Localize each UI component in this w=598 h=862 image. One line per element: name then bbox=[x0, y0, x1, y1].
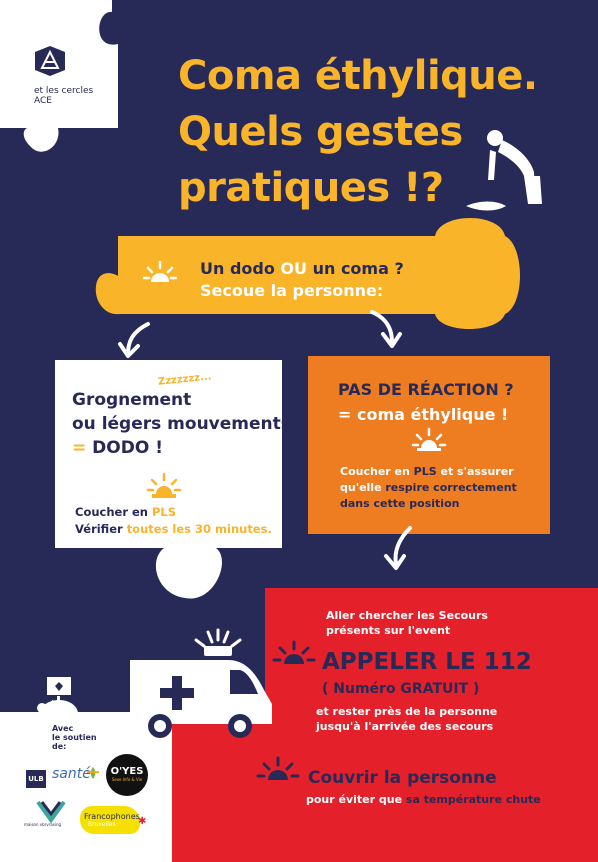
action-text: qu'elle bbox=[340, 481, 386, 494]
coma-action2 bbox=[340, 480, 517, 496]
secours-line2: présents sur l'event bbox=[326, 624, 451, 637]
stay-line2: jusqu'à l'arrivée des secours bbox=[316, 720, 494, 733]
secours-line1: Aller chercher les Secours bbox=[326, 609, 488, 622]
action-highlight: toutes les 30 minutes. bbox=[126, 522, 272, 536]
coma-action1 bbox=[340, 464, 517, 480]
coma-action3: dans cette position bbox=[340, 497, 460, 510]
sante-logo: santé bbox=[52, 766, 91, 782]
zzz-text: Zzzzzzz... bbox=[157, 371, 213, 388]
question-line bbox=[200, 258, 404, 280]
title-line1: Coma éthylique. bbox=[178, 53, 538, 99]
question-or: OU bbox=[280, 259, 308, 278]
arrow-icon bbox=[120, 324, 148, 356]
cover-sub-text: pour éviter que bbox=[306, 793, 406, 806]
dodo-line1: Grognement bbox=[72, 390, 192, 410]
francophones-sub: Bruxelles bbox=[88, 821, 116, 828]
question-part: Un dodo bbox=[200, 259, 281, 278]
org-label-line2: ACE bbox=[34, 96, 52, 106]
dodo-text bbox=[72, 388, 291, 460]
francophones-logo bbox=[80, 806, 140, 834]
coma-line1: PAS DE RÉACTION ? bbox=[338, 380, 514, 399]
free-number: ( Numéro GRATUIT ) bbox=[322, 681, 480, 697]
title-line3: pratiques !? bbox=[178, 165, 444, 211]
action-text: Coucher en bbox=[75, 505, 152, 519]
dodo-action2 bbox=[75, 521, 272, 538]
secours-text bbox=[326, 608, 488, 638]
coma-actions bbox=[340, 464, 517, 512]
oyes-logo bbox=[106, 754, 148, 796]
action-highlight: PLS bbox=[413, 465, 437, 478]
action-text: et s'assurer bbox=[436, 465, 514, 478]
sponsor-label-line2: le soutien bbox=[52, 733, 97, 742]
page-title bbox=[178, 48, 578, 216]
stay-line1: et rester près de la personne bbox=[316, 705, 498, 718]
dodo-line3 bbox=[72, 436, 291, 460]
arrow-icon bbox=[372, 312, 400, 346]
dodo-actions bbox=[75, 504, 272, 538]
oyes-sub: Sexe Info & Vie bbox=[111, 777, 143, 782]
dodo-equal: = bbox=[72, 438, 93, 458]
shake-line: Secoue la personne: bbox=[200, 281, 384, 300]
org-label-line1: et les cercles bbox=[34, 86, 94, 96]
call-112: APPELER LE 112 bbox=[322, 649, 532, 675]
action-text: Vérifier bbox=[75, 522, 127, 536]
ambulance-icon bbox=[130, 630, 272, 738]
ulb-logo: ULB bbox=[26, 770, 46, 788]
action-highlight: respire correctement bbox=[385, 481, 517, 494]
question-part: un coma ? bbox=[307, 259, 404, 278]
cover-title: Couvrir la personne bbox=[308, 768, 497, 788]
mv-label: maison vbrvrasing bbox=[24, 822, 62, 827]
cover-sub-highlight: sa température chute bbox=[405, 793, 541, 806]
cover-sub bbox=[306, 792, 541, 808]
title-line2: Quels gestes bbox=[178, 109, 463, 155]
sante-mark bbox=[86, 766, 100, 780]
org-label bbox=[34, 86, 93, 106]
sponsor-label bbox=[52, 724, 97, 751]
sponsor-label-line3: de: bbox=[52, 742, 67, 751]
coma-line2: = coma éthylique ! bbox=[338, 405, 509, 424]
dodo-line2: ou légers mouvements bbox=[72, 414, 291, 434]
coma-text bbox=[338, 377, 514, 427]
ace-logo bbox=[33, 44, 67, 78]
francophones-name: Francophones bbox=[84, 812, 140, 821]
action-text: Coucher en bbox=[340, 465, 414, 478]
dodo-action1 bbox=[75, 504, 272, 521]
sponsor-label-line1: Avec bbox=[52, 724, 74, 733]
stay-text bbox=[316, 704, 497, 734]
oyes-name: O'YES bbox=[110, 766, 144, 777]
mv-logo bbox=[36, 800, 66, 824]
dodo-word: DODO ! bbox=[92, 438, 163, 458]
francophones-star-icon: ✱ bbox=[138, 816, 147, 827]
top-piece-text bbox=[200, 258, 404, 302]
action-highlight: PLS bbox=[152, 505, 177, 519]
